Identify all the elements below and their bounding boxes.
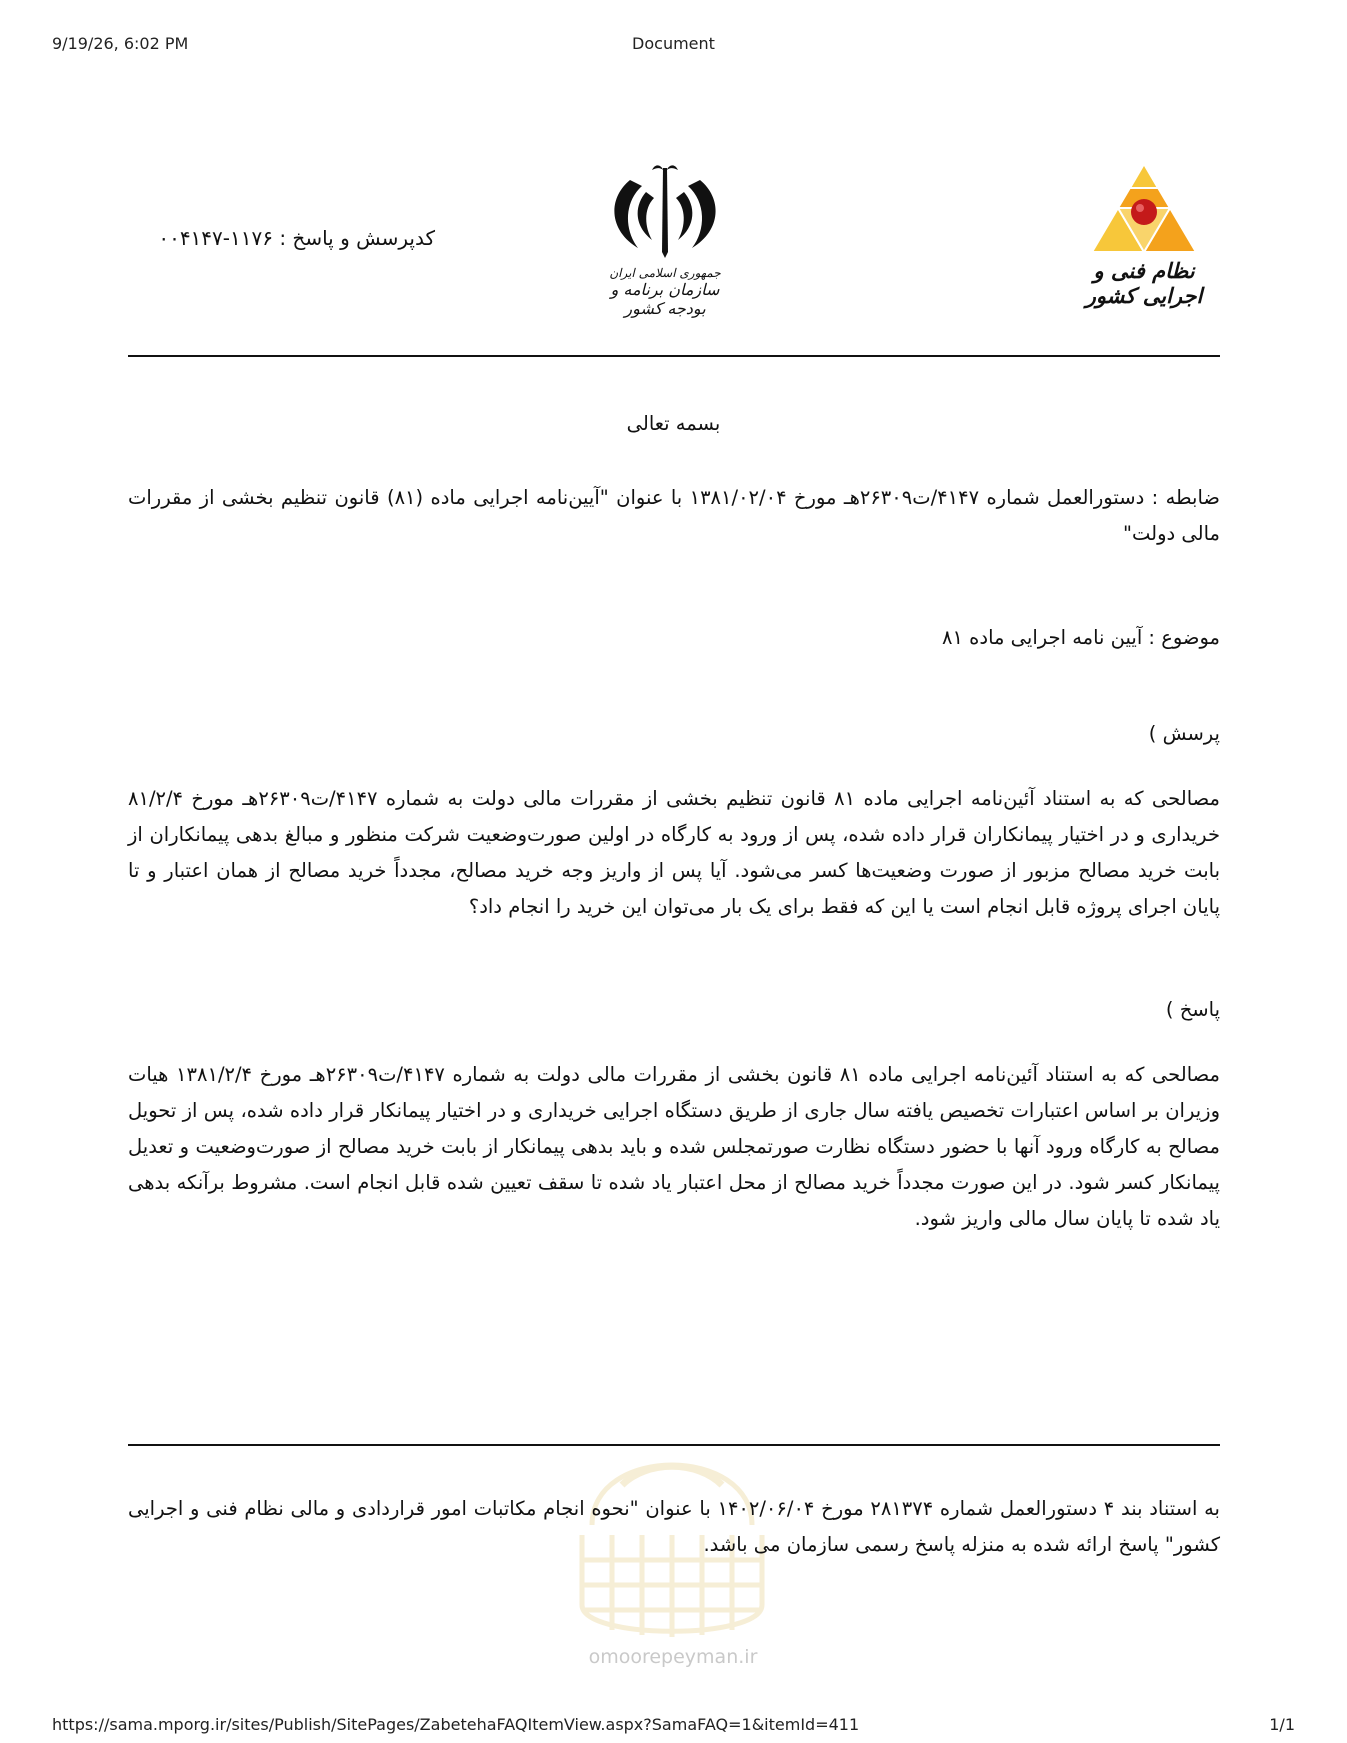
- question-heading: پرسش ): [1148, 722, 1220, 745]
- question-text: مصالحی که به استناد آئین‌نامه اجرایی ماده ۸۱ قانون تنظیم بخشی از مقررات مالی دولت به شماره ۴۱۴۷/ت۲۶۳۰۹هـ مورخ ۸۱/۲/۴ خریداری و در اختیار پیمانکاران قرار داده شده، پس از ورود به کارگاه در اولین صورت‌وضعیت شرکت منظور و مبالغ بدهی پیمانکاران از بابت خرید مصالح مزبور از صورت وضعیت‌ها کسر می‌شود. آیا پس از واریز وجه خرید مصالح، مجدداً خرید مصالح از همان اعتبار و تا پایان اجرای پروژه قابل انجام است یا این که فقط برای یک بار می‌توان این خرید را انجام داد؟: [128, 787, 1220, 918]
- system-name: نظام فنی و اجرایی کشور: [1085, 258, 1203, 308]
- page-url: https://sama.mporg.ir/sites/Publish/SitePages/ZabetehaFAQItemView.aspx?SamaFAQ=1&itemId=411: [52, 1715, 860, 1734]
- technical-system-logo-icon: [1066, 160, 1222, 252]
- iran-emblem-icon: [590, 160, 740, 260]
- blessing: بسمه تعالی: [626, 412, 721, 435]
- print-doc-title: Document: [632, 34, 715, 53]
- footer-divider: [128, 1444, 1220, 1446]
- system-logo: [1066, 160, 1222, 308]
- criterion-text: ضابطه : دستورالعمل شماره ۴۱۴۷/ت۲۶۳۰۹هـ مورخ ۱۳۸۱/۰۲/۰۴ با عنوان "آیین‌نامه اجرایی ماده (۸۱) قانون تنظیم بخشی از مقررات مالی دولت": [128, 486, 1220, 545]
- subject-line: موضوع : آیین نامه اجرایی ماده ۸۱: [942, 626, 1220, 649]
- org-country: جمهوری اسلامی ایران: [609, 266, 721, 280]
- letterhead: [0, 150, 1347, 320]
- page-count: 1/1: [1269, 1715, 1295, 1734]
- footer-note: به استناد بند ۴ دستورالعمل شماره ۲۸۱۳۷۴ مورخ ۱۴۰۲/۰۶/۰۴ با عنوان "نحوه انجام مکاتبات امور قراردادی و مالی نظام فنی و اجرایی کشور" پاسخ ارائه شده به منزله پاسخ رسمی سازمان می باشد.: [128, 1497, 1220, 1556]
- org-name: سازمان برنامه و بودجه کشور: [610, 280, 720, 318]
- print-datetime: 9/19/26, 6:02 PM: [52, 34, 189, 53]
- qa-code: کدپرسش و پاسخ : ۱۱۷۶-۰۰۴۱۴۷: [158, 226, 435, 250]
- answer-heading: پاسخ ): [1165, 998, 1220, 1021]
- answer-text: مصالحی که به استناد آئین‌نامه اجرایی ماده ۸۱ قانون بخشی از مقررات مالی دولت به شماره ۴۱۴۷/ت۲۶۳۰۹هـ مورخ ۱۳۸۱/۲/۴ هیات وزیران بر اساس اعتبارات تخصیص یافته سال جاری از طریق دستگاه اجرایی خریداری و در اختیار پیمانکار قرار داده شده، پس از تحویل مصالح به کارگاه ورود آنها با حضور دستگاه نظارت صورتمجلس شده و باید بدهی پیمانکار از بابت خرید مصالح از صورت‌وضعیت و تعدیل پیمانکار کسر شود. در این صورت مجدداً خرید مصالح از محل اعتبار یاد شده تا سقف تعیین شده قابل انجام است. مشروط برآنکه بدهی یاد شده تا پایان سال مالی واریز شود.: [128, 1063, 1221, 1230]
- header-divider: [128, 355, 1220, 357]
- watermark-site: omoorepeyman.ir: [588, 1646, 758, 1668]
- emblem-block: [590, 160, 740, 318]
